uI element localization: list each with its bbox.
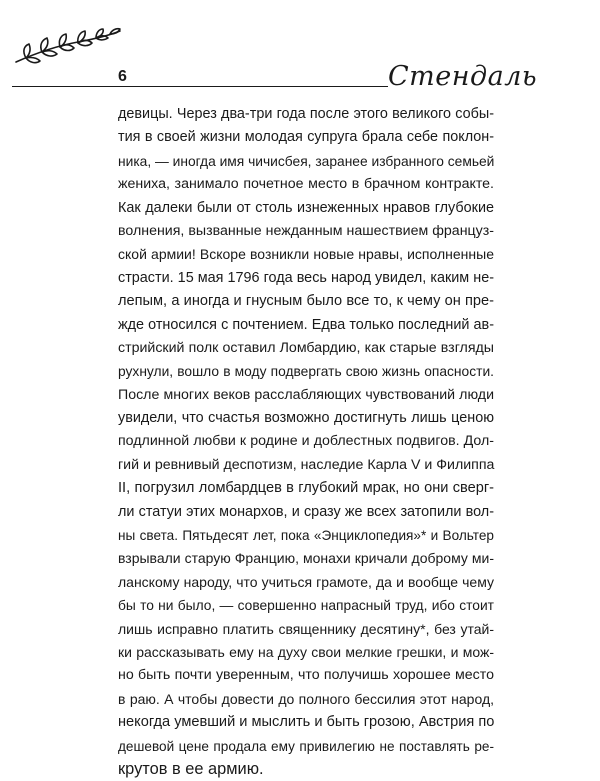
text-line: лепым, а иногда и гнусным было все то, к чему он пре-: [118, 293, 494, 310]
text-line: дешевой цене продала ему привилегию не поставлять ре-: [118, 738, 494, 754]
text-line: девицы. Через два-три года после этого великого собы-: [118, 106, 494, 122]
text-line: ли статуи этих монархов, и сразу же всех затопили вол-: [118, 503, 494, 520]
text-line: некогда умевший и мыслить и быть грозою, Австрия по: [118, 714, 495, 731]
text-line: ской армии! Вскоре возникли новые нравы, исполненные: [118, 246, 494, 263]
text-line: тия в своей жизни молодая супруга брала себе поклон-: [118, 129, 494, 146]
header-divider: [12, 86, 388, 87]
text-line: лишь исправно платить священнику десятину*, без утай-: [118, 620, 494, 637]
text-line: взрывали старую Францию, монахи кричали доброму ми-: [118, 550, 494, 567]
text-line: бы то ни было, — совершенно напрасный труд, ибо стоит: [118, 598, 494, 614]
text-line: страсти. 15 мая 1796 года весь народ увидел, каким не-: [118, 269, 494, 286]
text-line: в раю. А чтобы довести до полного бессилия этот народ,: [118, 690, 494, 707]
text-line: увидели, что счастья возможно достигнуть лишь ценою: [118, 410, 494, 427]
text-line: крутов в ее армию.: [118, 759, 264, 778]
text-line: волнения, вызванные нежданным нашествием француз-: [118, 222, 494, 239]
text-line: стрийский полк оставил Ломбардию, как старые взгляды: [118, 339, 494, 356]
text-line: ки рассказывать ему на духу свои мелкие грешки, и мож-: [118, 643, 494, 660]
text-line: гий и ревнивый деспотизм, наследие Карла V и Филиппа: [118, 456, 495, 473]
text-line: После многих веков расслабляющих чувствований люди: [118, 386, 494, 403]
text-line: но быть почти уверенным, что получишь хорошее место: [118, 667, 494, 684]
text-line: подлинной любви к родине и доблестных подвигов. Дол-: [118, 433, 494, 450]
text-line: жде относился с почтением. Едва только последний ав-: [118, 316, 494, 333]
running-header-author: Стендаль: [388, 61, 538, 92]
text-line: ланскому народу, что учиться грамоте, да и вообще чему: [118, 573, 494, 590]
page-number: 6: [118, 68, 127, 85]
body-text: [118, 103, 494, 781]
text-line: II, погрузил ломбардцев в глубокий мрак, но они сверг-: [118, 480, 494, 497]
text-line: жениха, занимало почетное место в брачном контракте.: [118, 176, 494, 193]
text-line: ны света. Пятьдесят лет, пока «Энциклопедия»* и Вольтер: [118, 528, 494, 544]
text-line: рухнули, вошло в моду подвергать свою жизнь опасности.: [118, 364, 494, 380]
text-line: ника, — иногда имя чичисбея, заранее избранного семьей: [118, 153, 495, 169]
text-line: Как далеки были от столь изнеженных нравов глубокие: [118, 199, 494, 216]
sprig-ornament-icon: [12, 26, 124, 66]
